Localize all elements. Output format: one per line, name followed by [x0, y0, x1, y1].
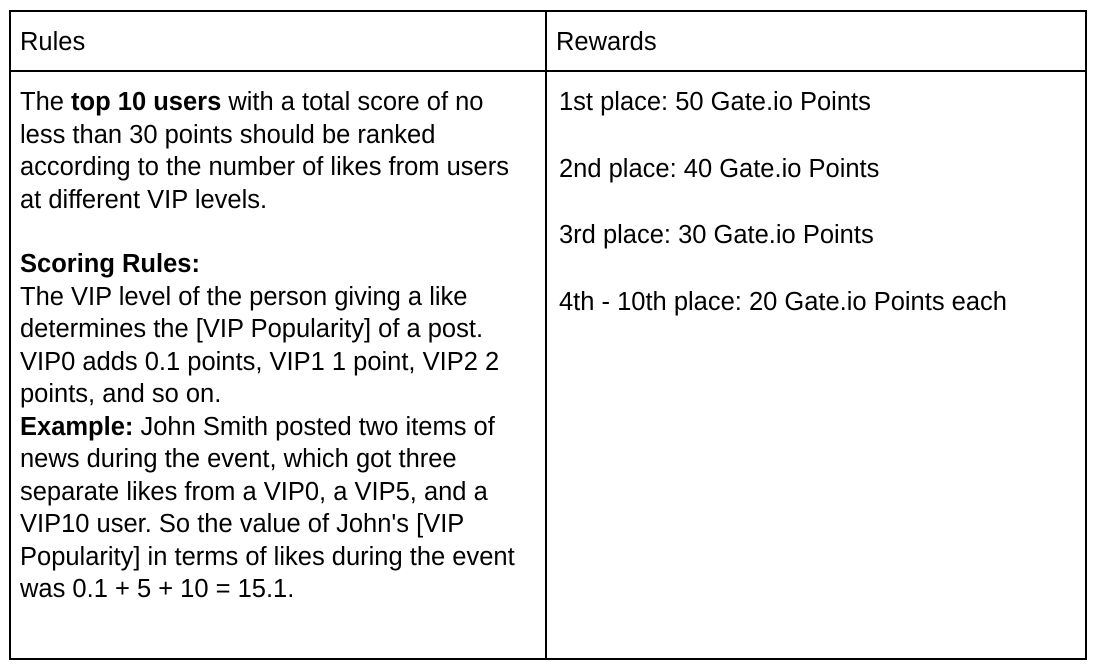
rules-header-cell: Rules	[10, 11, 546, 71]
rules-intro-paragraph	[20, 86, 533, 216]
scoring-rules-heading	[20, 248, 533, 281]
rewards-header-cell: Rewards	[546, 11, 1086, 71]
scoring-rules-heading-text: Scoring Rules:	[20, 250, 200, 278]
rules-intro-start: The	[20, 88, 72, 116]
rules-intro-end: with a total score of no less than 30 points should be ranked according to the number of likes from users at different VIP levels.	[20, 88, 509, 214]
paragraph-gap	[20, 216, 533, 248]
scoring-rules-text: The VIP level of the person giving a like determines the [VIP Popularity] of a post. VIP0 adds 0.1 points, VIP1 1 point, VIP2 2 points, and so on.	[20, 282, 500, 408]
table-body-row	[10, 71, 1086, 659]
reward-first-place: 1st place: 50 Gate.io Points	[559, 88, 871, 116]
table-header-row	[10, 11, 1086, 71]
example-label: Example:	[20, 412, 134, 441]
reward-third-place: 3rd place: 30 Gate.io Points	[559, 221, 874, 249]
rules-cell	[10, 71, 546, 659]
rules-rewards-table	[9, 10, 1087, 660]
reward-second-place: 2nd place: 40 Gate.io Points	[559, 154, 880, 183]
reward-fourth-to-tenth-place: 4th - 10th place: 20 Gate.io Points each	[559, 287, 1007, 316]
example-text: John Smith posted two items of news during the event, which got three separate likes from a VIP0, a VIP5, and a VIP10 user. So the value of John's [VIP Popularity] in terms of likes during the event was 0.1 + 5 + 10 = 15.1.	[20, 412, 515, 603]
example-paragraph	[20, 411, 533, 606]
rules-intro-bold: top 10 users	[71, 88, 222, 116]
rewards-cell	[546, 71, 1086, 659]
